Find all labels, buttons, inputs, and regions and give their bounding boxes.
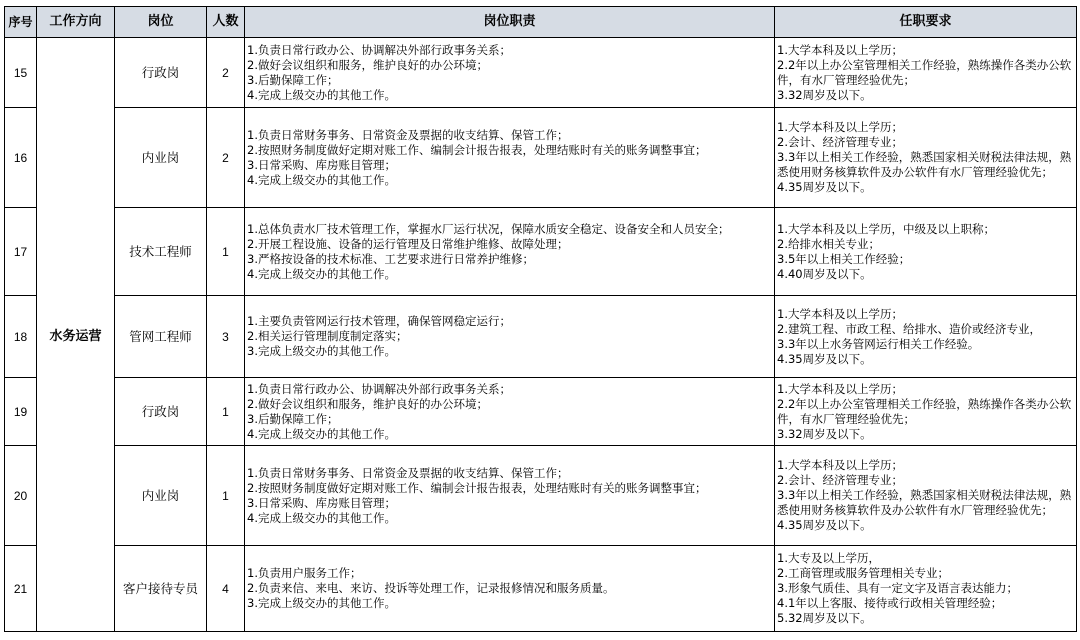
position-cell: 技术工程师	[115, 208, 207, 296]
duty-item: 2.做好会议组织和服务，维护良好的办公环境；	[247, 57, 488, 72]
requirements-cell	[775, 546, 1077, 632]
row-number: 16	[5, 108, 37, 208]
department-cell: 水务运营	[37, 38, 115, 632]
duty-item: 2.按照财务制度做好定期对账工作、编制会计报告报表，处理结账时有关的账务调整事宜；	[247, 480, 707, 495]
requirement-item: 2.建筑工程、市政工程、给排水、造价或经济专业，	[777, 321, 1041, 336]
requirement-item: 1.大学本科及以上学历；	[777, 42, 903, 57]
table-row	[5, 546, 1077, 632]
duty-item: 1.负责日常财务事务、日常资金及票据的收支结算、保管工作；	[247, 127, 569, 142]
requirements-cell	[775, 108, 1077, 208]
requirement-item: 1.大学本科及以上学历；	[777, 458, 903, 472]
headcount-cell: 1	[207, 208, 245, 296]
row-number: 18	[5, 296, 37, 378]
duty-item: 2.负责来信、来电、来访、投诉等处理工作，记录报修情况和服务质量。	[247, 581, 615, 595]
position-cell: 内业岗	[115, 108, 207, 208]
requirement-item: 1.大学本科及以上学历；	[777, 381, 903, 396]
header-position: 岗位	[115, 7, 207, 38]
requirements-cell	[775, 296, 1077, 378]
duty-item: 4.完成上级交办的其他工作。	[247, 87, 396, 102]
duties-cell	[245, 446, 775, 546]
header-direction: 工作方向	[37, 7, 115, 38]
headcount-cell: 1	[207, 378, 245, 446]
requirement-item: 3.3年以上水务管网运行相关工作经验。	[777, 336, 980, 351]
table-row	[5, 296, 1077, 378]
requirements-cell	[775, 208, 1077, 296]
position-cell: 行政岗	[115, 378, 207, 446]
requirement-item: 3.3年以上相关工作经验，熟悉国家相关财税法律法规，熟悉使用财务核算软件及办公软件有水厂管理经验优先；	[777, 150, 1072, 179]
row-number: 20	[5, 446, 37, 546]
headcount-cell: 2	[207, 108, 245, 208]
duty-item: 4.完成上级交办的其他工作。	[247, 172, 396, 187]
requirements-cell	[775, 446, 1077, 546]
requirement-item: 1.大学本科及以上学历；	[777, 120, 903, 134]
header-requirements: 任职要求	[775, 7, 1077, 38]
duty-item: 2.相关运行管理制度制定落实；	[247, 329, 408, 343]
table-body	[5, 38, 1077, 632]
requirement-item: 2.2年以上办公室管理相关工作经验，熟练操作各类办公软件，有水厂管理经验优先；	[777, 396, 1072, 426]
duty-item: 1.负责日常行政办公、协调解决外部行政事务关系；	[247, 381, 511, 396]
duty-item: 1.主要负责管网运行技术管理，确保管网稳定运行；	[247, 314, 511, 328]
requirement-item: 2.2年以上办公室管理相关工作经验，熟练操作各类办公软件，有水厂管理经验优先；	[777, 57, 1072, 87]
header-duties: 岗位职责	[245, 7, 775, 38]
duty-item: 1.总体负责水厂技术管理工作，掌握水厂运行状况，保障水质安全稳定、设备安全和人员安全；	[247, 221, 730, 236]
position-cell: 行政岗	[115, 38, 207, 108]
requirements-cell	[775, 38, 1077, 108]
duty-item: 3.日常采购、库房账目管理；	[247, 157, 396, 172]
duty-item: 3.日常采购、库房账目管理；	[247, 495, 396, 510]
recruitment-table	[4, 6, 1077, 632]
duties-cell	[245, 38, 775, 108]
row-number: 21	[5, 546, 37, 632]
table-row	[5, 446, 1077, 546]
duty-item: 3.后勤保障工作；	[247, 72, 339, 87]
headcount-cell: 1	[207, 446, 245, 546]
requirement-item: 2.工商管理或服务管理相关专业；	[777, 566, 949, 580]
requirement-item: 4.35周岁及以下。	[777, 351, 872, 366]
headcount-cell: 2	[207, 38, 245, 108]
headcount-cell: 4	[207, 546, 245, 632]
header-count: 人数	[207, 7, 245, 38]
duty-item: 1.负责用户服务工作；	[247, 566, 362, 580]
duties-cell	[245, 208, 775, 296]
table-row	[5, 378, 1077, 446]
position-cell: 客户接待专员	[115, 546, 207, 632]
duties-cell	[245, 378, 775, 446]
table-row	[5, 208, 1077, 296]
duty-item: 3.后勤保障工作；	[247, 411, 339, 426]
position-cell: 内业岗	[115, 446, 207, 546]
requirement-item: 5.32周岁及以下。	[777, 611, 872, 625]
row-number: 15	[5, 38, 37, 108]
requirement-item: 1.大学本科及以上学历，中级及以上职称；	[777, 221, 995, 236]
row-number: 17	[5, 208, 37, 296]
duty-item: 4.完成上级交办的其他工作。	[247, 510, 396, 525]
header-row	[5, 7, 1077, 38]
requirement-item: 3.3年以上相关工作经验，熟悉国家相关财税法律法规，熟悉使用财务核算软件及办公软件有水厂管理经验优先；	[777, 488, 1072, 517]
requirement-item: 4.35周岁及以下。	[777, 180, 872, 194]
duties-cell	[245, 108, 775, 208]
requirement-item: 1.大学本科及以上学历；	[777, 306, 903, 321]
headcount-cell: 3	[207, 296, 245, 378]
requirement-item: 3.32周岁及以下。	[777, 87, 872, 102]
table-row	[5, 38, 1077, 108]
table-row	[5, 108, 1077, 208]
requirement-item: 4.40周岁及以下。	[777, 266, 872, 281]
duty-item: 2.做好会议组织和服务，维护良好的办公环境；	[247, 396, 488, 411]
requirement-item: 3.32周岁及以下。	[777, 426, 872, 441]
duty-item: 3.严格按设备的技术标准、工艺要求进行日常养护维修；	[247, 251, 534, 266]
duty-item: 3.完成上级交办的其他工作。	[247, 596, 396, 610]
duties-cell	[245, 546, 775, 632]
duties-cell	[245, 296, 775, 378]
requirement-item: 1.大专及以上学历，	[777, 551, 880, 565]
row-number: 19	[5, 378, 37, 446]
requirement-item: 3.形象气质佳、具有一定文字及语言表达能力；	[777, 581, 1018, 595]
header-seq: 序号	[5, 7, 37, 38]
requirement-item: 2.给排水相关专业；	[777, 236, 880, 251]
duty-item: 4.完成上级交办的其他工作。	[247, 426, 396, 441]
position-cell: 管网工程师	[115, 296, 207, 378]
requirement-item: 3.5年以上相关工作经验；	[777, 251, 911, 266]
requirement-item: 2.会计、经济管理专业；	[777, 135, 903, 149]
duty-item: 2.按照财务制度做好定期对账工作、编制会计报告报表，处理结账时有关的账务调整事宜；	[247, 142, 707, 157]
duty-item: 4.完成上级交办的其他工作。	[247, 266, 396, 281]
requirement-item: 2.会计、经济管理专业；	[777, 473, 903, 487]
duty-item: 3.完成上级交办的其他工作。	[247, 344, 396, 358]
duty-item: 1.负责日常财务事务、日常资金及票据的收支结算、保管工作；	[247, 465, 569, 480]
requirement-item: 4.35周岁及以下。	[777, 518, 872, 532]
duty-item: 1.负责日常行政办公、协调解决外部行政事务关系；	[247, 42, 511, 57]
requirements-cell	[775, 378, 1077, 446]
duty-item: 2.开展工程设施、设备的运行管理及日常维护维修、故障处理；	[247, 236, 569, 251]
requirement-item: 4.1年以上客服、接待或行政相关管理经验；	[777, 596, 1003, 610]
